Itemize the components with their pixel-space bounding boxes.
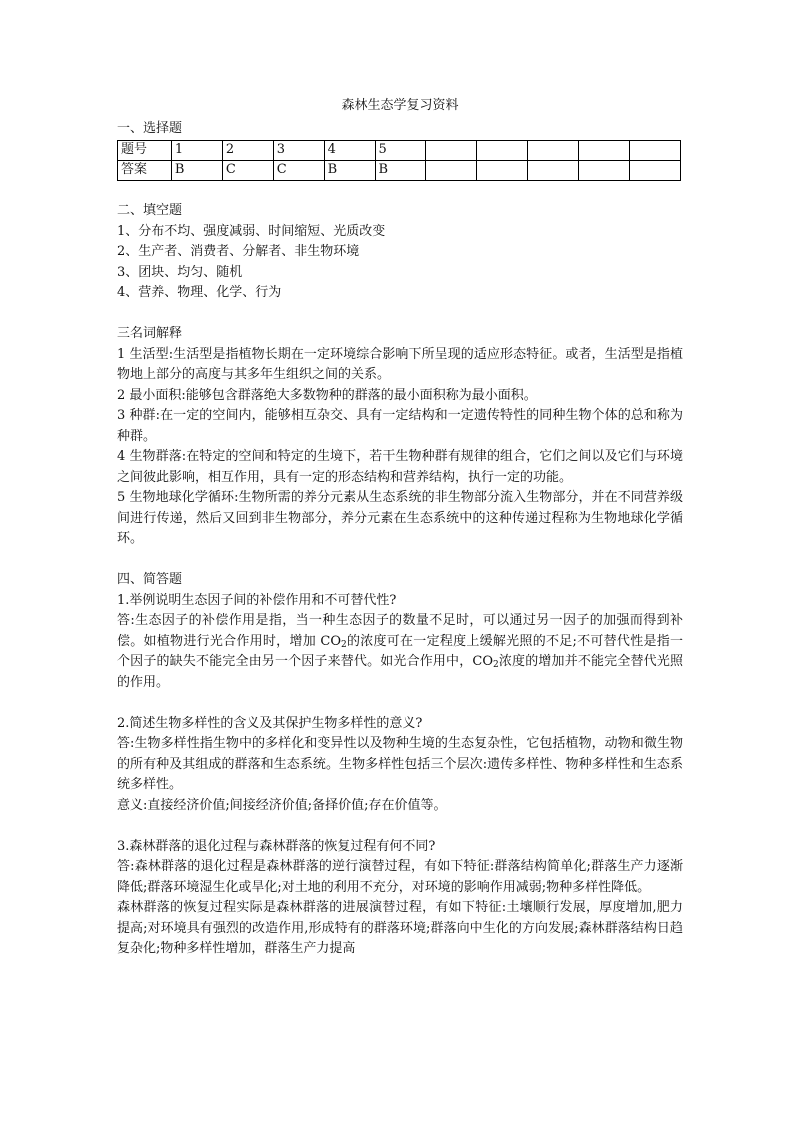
table-cell — [630, 160, 681, 180]
table-cell: C — [273, 160, 324, 180]
fill-item: 2、生产者、消费者、分解者、非生物环境 — [117, 244, 360, 259]
answer-1-part-b: 的浓度可在一定程度上缓解光照的不足;不可替代性是指一个因子的缺失不能完全由另一个因子来替代。如光合作用中，CO — [117, 633, 683, 669]
document-page — [117, 96, 683, 960]
subscript: 2 — [340, 639, 347, 650]
table-cell: B — [324, 160, 375, 180]
table-cell — [426, 160, 477, 180]
subscript: 2 — [492, 660, 499, 670]
table-cell: 4 — [324, 140, 375, 160]
table-cell — [528, 140, 579, 160]
table-cell — [579, 160, 630, 180]
question-1: 1.举例说明生态因子间的补偿作用和不可替代性? — [117, 592, 397, 608]
table-cell: 5 — [375, 140, 426, 160]
section3-heading: 三名词解释 — [117, 326, 183, 341]
term-definition: 4 生物群落:在特定的空间和特定的生境下，若干生物种群有规律的组合，它们之间以及它们与环境之间彼此影响，相互作用，具有一定的形态结构和营养结构，执行一定的功能。 — [117, 449, 683, 485]
table-row — [118, 140, 681, 160]
answer-1-part-c: 浓度的增加并不能完全替代光照的作用。 — [117, 654, 683, 690]
table-cell: 2 — [222, 140, 273, 160]
table-row — [118, 160, 681, 180]
answer-3-part-1: 答:森林群落的退化过程是森林群落的逆行演替过程，有如下特征:群落结构简单化;群落生产力逐渐降低;群落环境湿生化或旱化;对土地的利用不充分，对环境的影响作用减弱;物种多样性降低。 — [117, 859, 683, 895]
answer-table — [117, 140, 681, 181]
fill-item: 3、团块、均匀、随机 — [117, 264, 243, 280]
table-cell: 1 — [171, 140, 222, 160]
table-cell: C — [222, 160, 273, 180]
table-cell: B — [375, 160, 426, 180]
section4-heading: 四、简答题 — [117, 572, 183, 587]
fill-item: 4、营养、物理、化学、行为 — [117, 285, 282, 300]
table-cell — [579, 140, 630, 160]
term-definition: 5 生物地球化学循环:生物所需的养分元素从生态系统的非生物部分流入生物部分，并在不同营养级间进行传递，然后又回到非生物部分，养分元素在生态系统中的这种传递过程称为生物地球化学循环。 — [117, 490, 683, 546]
section1-heading: 一、选择题 — [117, 121, 183, 136]
fill-item: 1、分布不均、强度减弱、时间缩短、光质改变 — [117, 223, 386, 239]
document-title: 森林生态学复习资料 — [341, 98, 459, 113]
term-definition: 2 最小面积:能够包含群落绝大多数物种的群落的最小面积称为最小面积。 — [117, 387, 537, 403]
question-2: 2.简述生物多样性的含义及其保护生物多样性的意义? — [117, 715, 423, 731]
table-cell: B — [171, 160, 222, 180]
answer-2-meaning: 意义:直接经济价值;间接经济价值;备择价值;存在价值等。 — [117, 797, 447, 813]
answer-1-part-a: 答:生态因子的补偿作用是指，当一种生态因子的数量不足时，可以通过另一因子的加强而得到补偿。如植物进行光合作用时，增加 CO — [117, 613, 683, 649]
table-cell: 题号 — [118, 140, 172, 160]
table-cell — [477, 160, 528, 180]
table-cell — [630, 140, 681, 160]
section2-heading: 二、填空题 — [117, 203, 183, 218]
answer-2: 答:生物多样性指生物中的多样化和变异性以及物种生境的生态复杂性，它包括植物，动物和微生物的所有种及其组成的群落和生态系统。生物多样性包括三个层次:遗传多样性、物种多样性和生态系统多样性。 — [117, 736, 683, 792]
table-cell — [477, 140, 528, 160]
answer-1 — [117, 611, 683, 693]
table-cell — [426, 140, 477, 160]
table-cell: 3 — [273, 140, 324, 160]
term-definition: 3 种群:在一定的空间内，能够相互杂交、具有一定结构和一定遗传特性的同种生物个体的总和称为种群。 — [117, 408, 683, 444]
term-definition: 1 生活型:生活型是指植物长期在一定环境综合影响下所呈现的适应形态特征。或者，生活型是指植物地上部分的高度与其多年生组织之间的关系。 — [117, 346, 683, 382]
table-cell: 答案 — [118, 160, 172, 180]
table-cell — [528, 160, 579, 180]
question-3: 3.森林群落的退化过程与森林群落的恢复过程有何不同? — [117, 838, 436, 854]
answer-3-part-2: 森林群落的恢复过程实际是森林群落的进展演替过程，有如下特征:土壤顺行发展，厚度增加,肥力提高;对环境具有强烈的改造作用,形成特有的群落环境;群落向中生化的方向发展;森林群落结构日趋复杂化;物种多样性增加，群落生产力提高 — [117, 900, 683, 956]
